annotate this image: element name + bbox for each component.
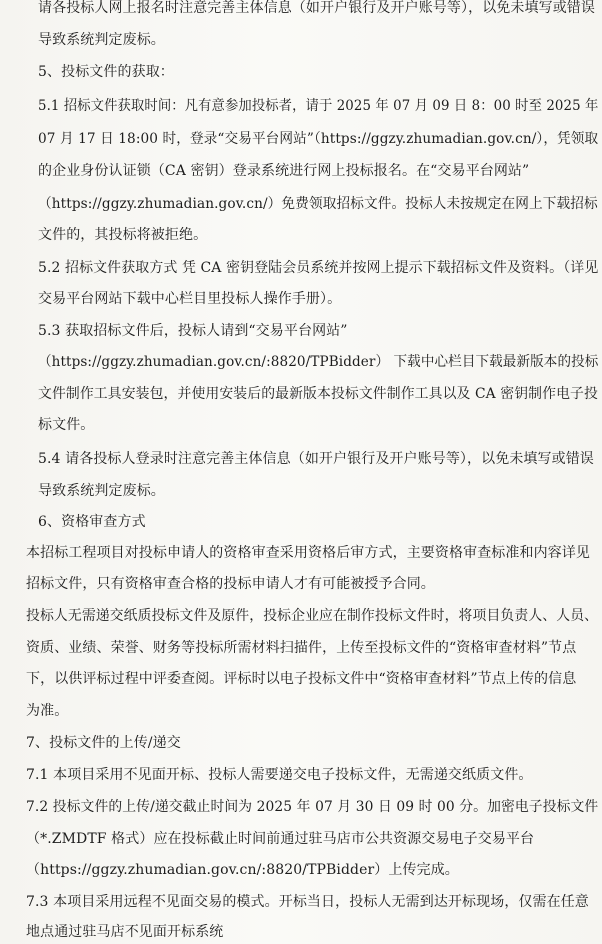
text-line: 的企业身份认证锁（CA 密钥）登录系统进行网上投标报名。在“交易平台网站” bbox=[38, 163, 530, 179]
text-line: 资质、业绩、荣誉、财务等投标所需材料扫描件，上传至投标文件的“资格审查材料”节点 bbox=[26, 640, 577, 656]
text-line: 5.2 招标文件获取方式 凭 CA 密钥登陆会员系统并按网上提示下载招标文件及资料。（详见 bbox=[38, 260, 599, 276]
text-line: 投标人无需递交纸质投标文件及原件，投标企业应在制作投标文件时，将项目负责人、人员、 bbox=[26, 608, 599, 624]
text-line: 文件制作工具安装包，并使用安装后的最新版本投标文件制作工具以及 CA 密钥制作电子投 bbox=[38, 386, 598, 402]
text-line: （https://ggzy.zhumadian.gov.cn/:8820/TPBidder）上传完成。 bbox=[26, 862, 459, 878]
text-line: 07 月 17 日 18:00 时，登录“交易平台网站”（https://ggzy.zhumadian.gov.cn/），凭领取 bbox=[38, 131, 599, 147]
text-line: 交易平台网站下载中心栏目里投标人操作手册）。 bbox=[38, 291, 342, 307]
text-line: 7.2 投标文件的上传/递交截止时间为 2025 年 07 月 30 日 09 时 00 分。加密电子投标文件 bbox=[26, 799, 599, 815]
text-line: 导致系统判定废标。 bbox=[38, 32, 165, 48]
text-line: 5.4 请各投标人登录时注意完善主体信息（如开户银行及开户账号等），以免未填写或错误 bbox=[38, 451, 594, 467]
text-line: 请各投标人网上报名时注意完善主体信息（如开户银行及开户账号等），以免未填写或错误 bbox=[38, 0, 595, 16]
section-heading-7: 7、投标文件的上传/递交 bbox=[26, 735, 181, 751]
text-line: 导致系统判定废标。 bbox=[38, 483, 165, 499]
text-line: 5.1 招标文件获取时间：凡有意参加投标者，请于 2025 年 07 月 09 日 8：00 时至 2025 年 bbox=[38, 98, 599, 114]
text-line: 7.1 本项目采用不见面开标、投标人需要递交电子投标文件，无需递交纸质文件。 bbox=[26, 767, 533, 783]
text-line: 招标文件，只有资格审查合格的投标申请人才有可能被授予合同。 bbox=[26, 576, 435, 592]
section-heading-5: 5、投标文件的获取： bbox=[38, 64, 174, 80]
text-line: 下，以供评标过程中评委查阅。评标时以电子投标文件中“资格审查材料”节点上传的信息 bbox=[26, 671, 577, 687]
text-line: 文件的，其投标将被拒绝。 bbox=[38, 227, 208, 243]
text-line: 7.3 本项目采用远程不见面交易的模式。开标当日，投标人无需到达开标现场，仅需在任意 bbox=[26, 894, 589, 910]
text-line: （https://ggzy.zhumadian.gov.cn/）免费领取招标文件。投标人未按规定在网上下载招标 bbox=[38, 196, 598, 212]
section-heading-6: 6、资格审查方式 bbox=[38, 514, 146, 530]
text-line: 为准。 bbox=[26, 703, 69, 719]
text-line: 5.3 获取招标文件后，投标人请到“交易平台网站” bbox=[38, 323, 348, 339]
text-line: 地点通过驻马店不见面开标系统 bbox=[26, 924, 224, 940]
text-line: （*.ZMDTF 格式）应在投标截止时间前通过驻马店市公共资源交易电子交易平台 bbox=[26, 831, 535, 847]
text-line: （https://ggzy.zhumadian.gov.cn/:8820/TPBidder） 下载中心栏目下载最新版本的投标 bbox=[38, 354, 599, 370]
text-line: 本招标工程项目对投标申请人的资格审查采用资格后审方式，主要资格审查标准和内容详见 bbox=[26, 545, 590, 561]
text-line: 标文件。 bbox=[38, 417, 95, 433]
